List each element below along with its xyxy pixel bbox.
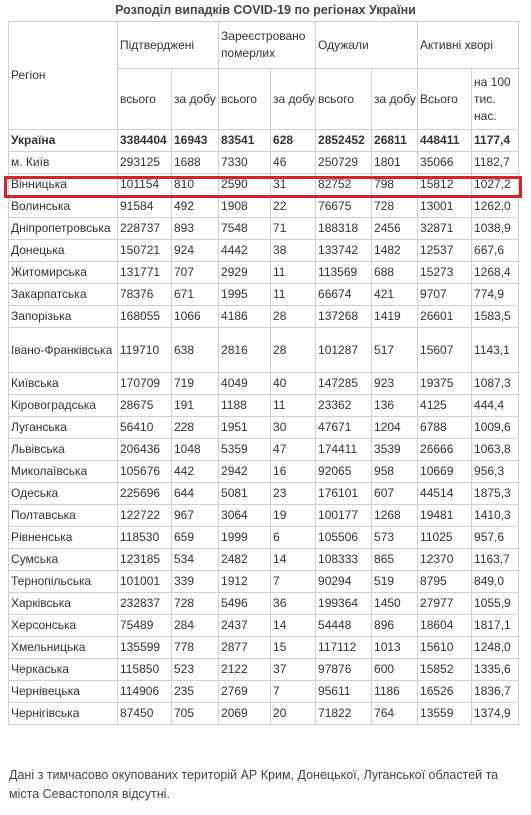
header-sub: всього: [219, 69, 271, 130]
region-cell: Закарпатська: [9, 284, 118, 306]
value-cell: 206436: [118, 439, 172, 461]
value-cell: 1583,5: [472, 306, 519, 328]
value-cell: 12370: [418, 549, 472, 571]
value-cell: 16526: [418, 681, 472, 703]
value-cell: 105676: [118, 461, 172, 483]
value-cell: 225696: [118, 483, 172, 505]
value-cell: 1908: [219, 196, 271, 218]
value-cell: 293125: [118, 152, 172, 174]
value-cell: 1836,7: [472, 681, 519, 703]
value-cell: 688: [372, 262, 418, 284]
region-cell: Запорізька: [9, 306, 118, 328]
value-cell: 865: [372, 549, 418, 571]
value-cell: 27977: [418, 593, 472, 615]
value-cell: 6: [271, 527, 316, 549]
value-cell: 23: [271, 483, 316, 505]
value-cell: 1482: [372, 240, 418, 262]
value-cell: 7: [271, 571, 316, 593]
value-cell: 78376: [118, 284, 172, 306]
value-cell: 2456: [372, 218, 418, 240]
value-cell: 19375: [418, 373, 472, 395]
value-cell: 8795: [418, 571, 472, 593]
region-cell: Чернігівська: [9, 703, 118, 725]
value-cell: 764: [372, 703, 418, 725]
header-sub: всього: [316, 69, 372, 130]
value-cell: 1875,3: [472, 483, 519, 505]
value-cell: 176101: [316, 483, 372, 505]
value-cell: 37: [271, 659, 316, 681]
value-cell: 798: [372, 174, 418, 196]
table-row: [9, 395, 519, 417]
value-cell: 1951: [219, 417, 271, 439]
table-row: [9, 152, 519, 174]
total-row: [9, 130, 519, 152]
value-cell: 1995: [219, 284, 271, 306]
value-cell: 22: [271, 196, 316, 218]
value-cell: 40: [271, 373, 316, 395]
value-cell: 1262,0: [472, 196, 519, 218]
value-cell: 7548: [219, 218, 271, 240]
value-cell: 600: [372, 659, 418, 681]
value-cell: 147285: [316, 373, 372, 395]
value-cell: 83541: [219, 130, 271, 152]
value-cell: 810: [172, 174, 219, 196]
value-cell: 5496: [219, 593, 271, 615]
value-cell: 1188: [219, 395, 271, 417]
value-cell: 442: [172, 461, 219, 483]
value-cell: 100177: [316, 505, 372, 527]
table-row: [9, 681, 519, 703]
value-cell: 232837: [118, 593, 172, 615]
table-row: [9, 703, 519, 725]
header-recovered: Одужали: [316, 22, 418, 69]
value-cell: 7330: [219, 152, 271, 174]
value-cell: 2437: [219, 615, 271, 637]
value-cell: 28: [271, 328, 316, 373]
value-cell: 122722: [118, 505, 172, 527]
table-row: [9, 659, 519, 681]
value-cell: 1688: [172, 152, 219, 174]
value-cell: 15852: [418, 659, 472, 681]
value-cell: 2769: [219, 681, 271, 703]
value-cell: 1087,3: [472, 373, 519, 395]
region-cell: Луганська: [9, 417, 118, 439]
value-cell: 1335,6: [472, 659, 519, 681]
value-cell: 36: [271, 593, 316, 615]
value-cell: 2590: [219, 174, 271, 196]
table-row: [9, 549, 519, 571]
region-cell: Черкаська: [9, 659, 118, 681]
value-cell: 607: [372, 483, 418, 505]
table-row: [9, 373, 519, 395]
header-confirmed: Підтверджені: [118, 22, 219, 69]
value-cell: 11025: [418, 527, 472, 549]
value-cell: 956,3: [472, 461, 519, 483]
value-cell: 115850: [118, 659, 172, 681]
value-cell: 199364: [316, 593, 372, 615]
value-cell: 6788: [418, 417, 472, 439]
value-cell: 1186: [372, 681, 418, 703]
value-cell: 101287: [316, 328, 372, 373]
value-cell: 71: [271, 218, 316, 240]
value-cell: 534: [172, 549, 219, 571]
value-cell: 87450: [118, 703, 172, 725]
value-cell: 19481: [418, 505, 472, 527]
value-cell: 573: [372, 527, 418, 549]
value-cell: 638: [172, 328, 219, 373]
value-cell: 2482: [219, 549, 271, 571]
value-cell: 54448: [316, 615, 372, 637]
value-cell: 671: [172, 284, 219, 306]
value-cell: 113569: [316, 262, 372, 284]
value-cell: 174411: [316, 439, 372, 461]
value-cell: 3384404: [118, 130, 172, 152]
value-cell: 1204: [372, 417, 418, 439]
value-cell: 191: [172, 395, 219, 417]
value-cell: 131771: [118, 262, 172, 284]
value-cell: 967: [172, 505, 219, 527]
value-cell: 1177,4: [472, 130, 519, 152]
table-row: [9, 439, 519, 461]
value-cell: 46: [271, 152, 316, 174]
value-cell: 101001: [118, 571, 172, 593]
value-cell: 91584: [118, 196, 172, 218]
value-cell: 90294: [316, 571, 372, 593]
value-cell: 1013: [372, 637, 418, 659]
value-cell: 9707: [418, 284, 472, 306]
value-cell: 1801: [372, 152, 418, 174]
table-row: [9, 218, 519, 240]
region-cell: Україна: [9, 130, 118, 152]
value-cell: 119710: [118, 328, 172, 373]
value-cell: 235: [172, 681, 219, 703]
value-cell: 1066: [172, 306, 219, 328]
value-cell: 11: [271, 395, 316, 417]
value-cell: 35066: [418, 152, 472, 174]
table-row: [9, 284, 519, 306]
value-cell: 1182,7: [472, 152, 519, 174]
value-cell: 778: [172, 637, 219, 659]
region-cell: Тернопільська: [9, 571, 118, 593]
value-cell: 30: [271, 417, 316, 439]
value-cell: 924: [172, 240, 219, 262]
region-cell: Івано-Франківська: [9, 328, 118, 373]
value-cell: 2069: [219, 703, 271, 725]
region-cell: Миколаївська: [9, 461, 118, 483]
value-cell: 1248,0: [472, 637, 519, 659]
value-cell: 14: [271, 549, 316, 571]
value-cell: 250729: [316, 152, 372, 174]
table-row: [9, 637, 519, 659]
value-cell: 1143,1: [472, 328, 519, 373]
value-cell: 3064: [219, 505, 271, 527]
value-cell: 628: [271, 130, 316, 152]
header-deaths: Зареєстровано померлих: [219, 22, 316, 69]
table-row: [9, 483, 519, 505]
region-cell: Житомирська: [9, 262, 118, 284]
value-cell: 4049: [219, 373, 271, 395]
region-cell: Волинська: [9, 196, 118, 218]
value-cell: 135599: [118, 637, 172, 659]
value-cell: 118530: [118, 527, 172, 549]
value-cell: 92065: [316, 461, 372, 483]
footer-note: Дані з тимчасово окупованих територій АР Крим, Донецької, Луганської областей та міста Севастополя відсутні.: [9, 768, 499, 801]
value-cell: 168055: [118, 306, 172, 328]
value-cell: 1055,9: [472, 593, 519, 615]
value-cell: 644: [172, 483, 219, 505]
value-cell: 492: [172, 196, 219, 218]
value-cell: 1817,1: [472, 615, 519, 637]
value-cell: 26811: [372, 130, 418, 152]
value-cell: 1419: [372, 306, 418, 328]
value-cell: 108333: [316, 549, 372, 571]
value-cell: 13001: [418, 196, 472, 218]
value-cell: 1410,3: [472, 505, 519, 527]
region-cell: Львівська: [9, 439, 118, 461]
value-cell: 7: [271, 681, 316, 703]
region-cell: Полтавська: [9, 505, 118, 527]
value-cell: 659: [172, 527, 219, 549]
value-cell: 1063,8: [472, 439, 519, 461]
region-cell: Вінницька: [9, 174, 118, 196]
header-active: Активні хворі: [418, 22, 519, 69]
value-cell: 896: [372, 615, 418, 637]
table-row: [9, 461, 519, 483]
value-cell: 137268: [316, 306, 372, 328]
region-cell: Одеська: [9, 483, 118, 505]
value-cell: 13559: [418, 703, 472, 725]
value-cell: 44514: [418, 483, 472, 505]
value-cell: 228737: [118, 218, 172, 240]
region-cell: Дніпропетровська: [9, 218, 118, 240]
value-cell: 31: [271, 174, 316, 196]
value-cell: 28675: [118, 395, 172, 417]
value-cell: 958: [372, 461, 418, 483]
value-cell: 20: [271, 703, 316, 725]
value-cell: 188318: [316, 218, 372, 240]
value-cell: 15812: [418, 174, 472, 196]
value-cell: 56410: [118, 417, 172, 439]
value-cell: 75489: [118, 615, 172, 637]
value-cell: 1912: [219, 571, 271, 593]
value-cell: 4125: [418, 395, 472, 417]
value-cell: 957,6: [472, 527, 519, 549]
value-cell: 284: [172, 615, 219, 637]
value-cell: 71822: [316, 703, 372, 725]
table-row: [9, 262, 519, 284]
value-cell: 82752: [316, 174, 372, 196]
value-cell: 136: [372, 395, 418, 417]
header-sub: всього: [118, 69, 172, 130]
value-cell: 1374,9: [472, 703, 519, 725]
table-row: [9, 505, 519, 527]
value-cell: 523: [172, 659, 219, 681]
value-cell: 12537: [418, 240, 472, 262]
value-cell: 774,9: [472, 284, 519, 306]
value-cell: 444,4: [472, 395, 519, 417]
value-cell: 719: [172, 373, 219, 395]
region-cell: Київська: [9, 373, 118, 395]
value-cell: 15273: [418, 262, 472, 284]
value-cell: 421: [372, 284, 418, 306]
value-cell: 26601: [418, 306, 472, 328]
value-cell: 728: [372, 196, 418, 218]
value-cell: 1009,6: [472, 417, 519, 439]
table-row: [9, 615, 519, 637]
region-cell: Сумська: [9, 549, 118, 571]
region-cell: Хмельницька: [9, 637, 118, 659]
table-row: [9, 240, 519, 262]
value-cell: 95611: [316, 681, 372, 703]
region-cell: Донецька: [9, 240, 118, 262]
value-cell: 4186: [219, 306, 271, 328]
value-cell: 105506: [316, 527, 372, 549]
value-cell: 893: [172, 218, 219, 240]
value-cell: 23362: [316, 395, 372, 417]
value-cell: 728: [172, 593, 219, 615]
value-cell: 2852452: [316, 130, 372, 152]
value-cell: 5081: [219, 483, 271, 505]
value-cell: 14: [271, 615, 316, 637]
value-cell: 97876: [316, 659, 372, 681]
region-cell: Херсонська: [9, 615, 118, 637]
covid-regions-table: [8, 21, 519, 725]
value-cell: 448411: [418, 130, 472, 152]
header-region: Регіон: [9, 22, 118, 130]
value-cell: 1027,2: [472, 174, 519, 196]
value-cell: 4442: [219, 240, 271, 262]
table-row: [9, 527, 519, 549]
value-cell: 1048: [172, 439, 219, 461]
value-cell: 47: [271, 439, 316, 461]
header-sub: на 100 тис. нас.: [472, 69, 519, 130]
value-cell: 849,0: [472, 571, 519, 593]
table-title: Розподіл випадків COVID-19 по регіонах України: [115, 3, 416, 17]
header-row-groups: [9, 22, 519, 69]
region-cell: Чернівецька: [9, 681, 118, 703]
region-cell: Кіровоградська: [9, 395, 118, 417]
header-sub: за добу: [372, 69, 418, 130]
table-row: [9, 196, 519, 218]
table-row: [9, 306, 519, 328]
value-cell: 16: [271, 461, 316, 483]
value-cell: 5359: [219, 439, 271, 461]
value-cell: 19: [271, 505, 316, 527]
value-cell: 133742: [316, 240, 372, 262]
value-cell: 11: [271, 262, 316, 284]
region-cell: Харківська: [9, 593, 118, 615]
table-row: [9, 417, 519, 439]
value-cell: 26666: [418, 439, 472, 461]
value-cell: 47671: [316, 417, 372, 439]
value-cell: 117112: [316, 637, 372, 659]
value-cell: 114906: [118, 681, 172, 703]
value-cell: 2877: [219, 637, 271, 659]
value-cell: 1450: [372, 593, 418, 615]
table-row: [9, 593, 519, 615]
value-cell: 705: [172, 703, 219, 725]
value-cell: 2942: [219, 461, 271, 483]
value-cell: 150721: [118, 240, 172, 262]
table-row: [9, 328, 519, 373]
header-sub: за добу: [271, 69, 316, 130]
value-cell: 76675: [316, 196, 372, 218]
value-cell: 1268,4: [472, 262, 519, 284]
region-cell: Рівненська: [9, 527, 118, 549]
value-cell: 38: [271, 240, 316, 262]
header-sub: Всього: [418, 69, 472, 130]
value-cell: 1999: [219, 527, 271, 549]
value-cell: 170709: [118, 373, 172, 395]
value-cell: 1038,9: [472, 218, 519, 240]
value-cell: 2122: [219, 659, 271, 681]
value-cell: 923: [372, 373, 418, 395]
value-cell: 519: [372, 571, 418, 593]
value-cell: 18604: [418, 615, 472, 637]
value-cell: 1163,7: [472, 549, 519, 571]
value-cell: 66674: [316, 284, 372, 306]
region-cell: м. Київ: [9, 152, 118, 174]
value-cell: 32871: [418, 218, 472, 240]
value-cell: 3539: [372, 439, 418, 461]
header-sub: за добу: [172, 69, 219, 130]
value-cell: 28: [271, 306, 316, 328]
value-cell: 707: [172, 262, 219, 284]
value-cell: 339: [172, 571, 219, 593]
value-cell: 10669: [418, 461, 472, 483]
table-row: [9, 571, 519, 593]
value-cell: 123185: [118, 549, 172, 571]
table-row: [9, 174, 519, 196]
value-cell: 15610: [418, 637, 472, 659]
value-cell: 667,6: [472, 240, 519, 262]
value-cell: 16943: [172, 130, 219, 152]
value-cell: 2816: [219, 328, 271, 373]
value-cell: 101154: [118, 174, 172, 196]
value-cell: 2929: [219, 262, 271, 284]
value-cell: 11: [271, 284, 316, 306]
value-cell: 1268: [372, 505, 418, 527]
value-cell: 228: [172, 417, 219, 439]
value-cell: 15607: [418, 328, 472, 373]
value-cell: 15: [271, 637, 316, 659]
value-cell: 517: [372, 328, 418, 373]
